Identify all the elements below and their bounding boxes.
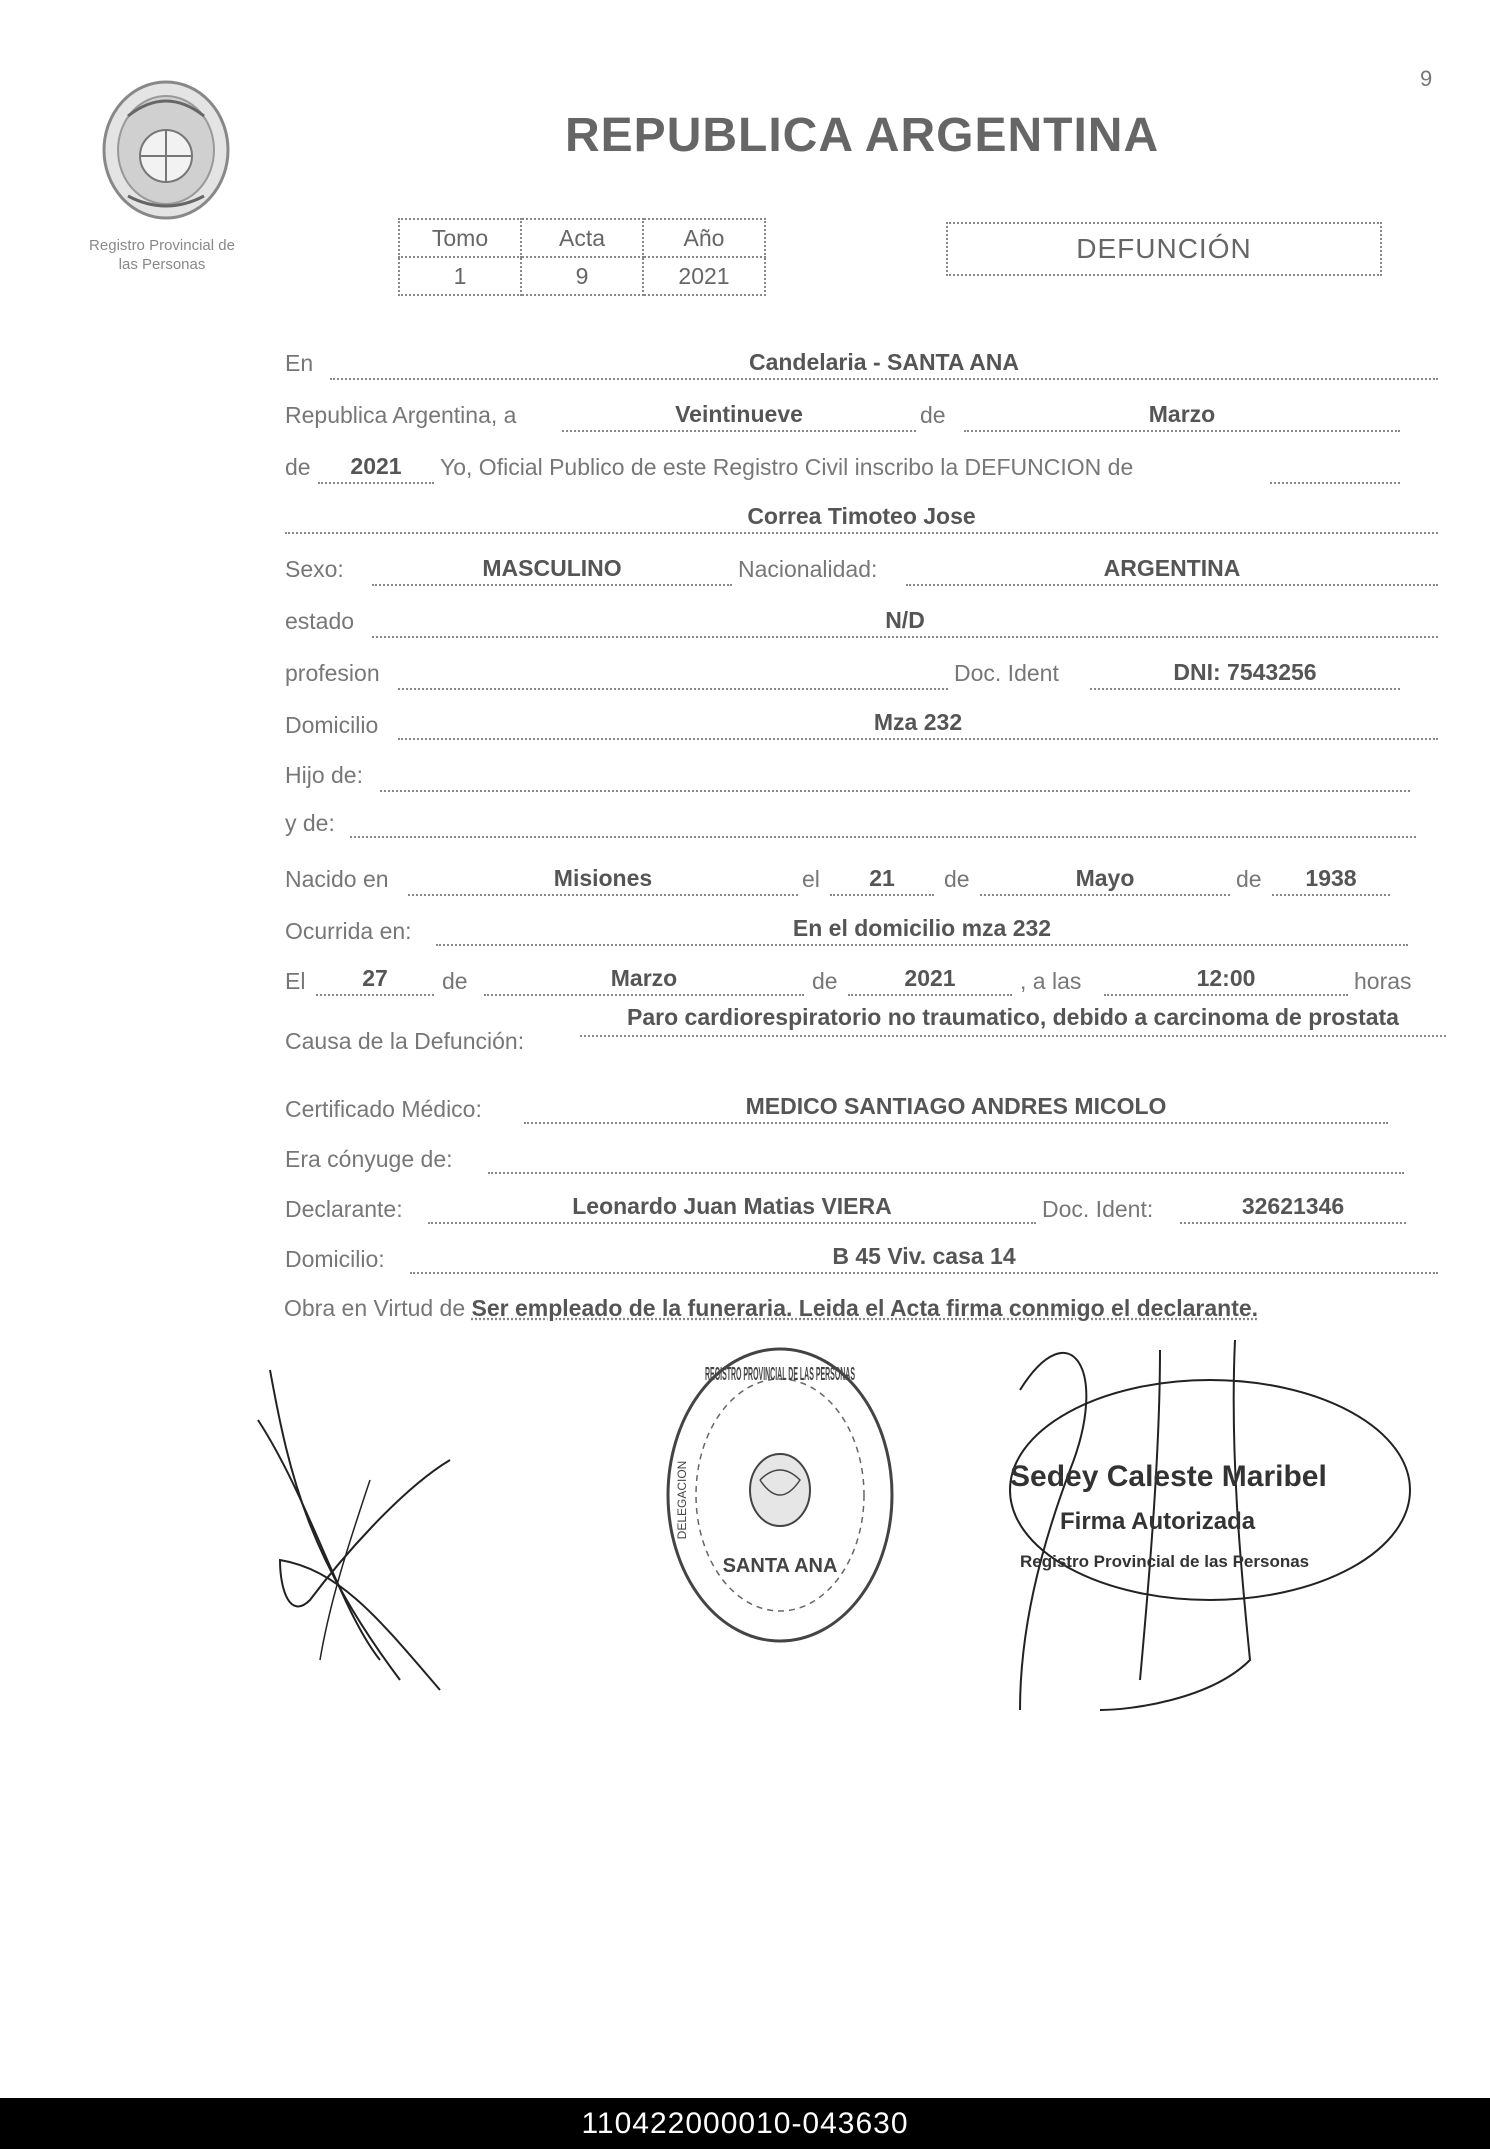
acta-value: 9 — [521, 257, 643, 295]
lugar-field: Candelaria - SANTA ANA — [330, 348, 1438, 380]
label-domicilio: Domicilio — [285, 712, 379, 738]
profesion-field — [398, 658, 948, 690]
tomo-header: Tomo — [399, 219, 521, 257]
label-nacido-en: Nacido en — [285, 866, 389, 892]
estado-field: N/D — [372, 606, 1438, 638]
fallecimiento-dia-field: 27 — [316, 964, 434, 996]
label-hijo-de: Hijo de: — [285, 762, 363, 788]
domicilio-field: Mza 232 — [398, 708, 1438, 740]
sexo-field: MASCULINO — [372, 554, 732, 586]
label-yo-oficial: Yo, Oficial Publico de este Registro Civil inscribo la DEFUNCION de — [440, 454, 1134, 480]
reference-value-row — [399, 257, 765, 295]
label-a-las: , a las — [1020, 968, 1082, 994]
label-obra: Obra en Virtud de — [284, 1295, 466, 1321]
certificado-field: MEDICO SANTIAGO ANDRES MICOLO — [524, 1092, 1388, 1124]
label-domicilio-2: Domicilio: — [285, 1246, 385, 1272]
seal-bottom-text: SANTA ANA — [722, 1555, 838, 1577]
label-causa: Causa de la Defunción: — [285, 1028, 525, 1054]
declarante-field: Leonardo Juan Matias VIERA — [428, 1192, 1036, 1224]
tomo-value: 1 — [399, 257, 521, 295]
fallecido-field: Correa Timoteo Jose — [285, 502, 1438, 534]
label-republica: Republica Argentina, a — [285, 402, 517, 428]
label-certificado: Certificado Médico: — [285, 1096, 482, 1122]
reference-table — [398, 218, 766, 296]
registry-name-line2: las Personas — [118, 256, 206, 273]
label-de-4: de — [1236, 866, 1262, 892]
nacido-en-field: Misiones — [408, 864, 798, 896]
nacido-dia-field: 21 — [830, 864, 934, 896]
reference-header-row — [399, 219, 765, 257]
anio-header: Año — [643, 219, 765, 257]
declarante-doc-field: 32621346 — [1180, 1192, 1406, 1224]
ocurrida-en-field: En el domicilio mza 232 — [436, 914, 1408, 946]
label-de-3: de — [944, 866, 970, 892]
document-title: REPUBLICA ARGENTINA — [565, 109, 1160, 162]
official-seal — [660, 1340, 900, 1650]
nacido-anio-field: 1938 — [1272, 864, 1390, 896]
y-de-field — [350, 806, 1416, 838]
declarant-signature — [250, 1360, 510, 1700]
label-el: el — [802, 866, 820, 892]
mes-inscripcion-field: Marzo — [964, 400, 1400, 432]
dni-field: DNI: 7543256 — [1090, 658, 1400, 690]
label-estado: estado — [285, 608, 355, 634]
label-de-2: de — [285, 454, 311, 480]
fallecido-leader-dots — [1270, 480, 1400, 484]
label-doc-ident: Doc. Ident — [954, 660, 1059, 686]
authorized-name: Sedey Caleste Maribel — [1010, 1460, 1327, 1493]
nacido-mes-field: Mayo — [980, 864, 1230, 896]
anio-inscripcion-field: 2021 — [318, 452, 434, 484]
conyuge-field — [488, 1142, 1404, 1174]
label-conyuge: Era cónyuge de: — [285, 1146, 453, 1172]
registry-name-line1: Registro Provincial de — [89, 237, 235, 254]
page-number: 9 — [1420, 66, 1433, 91]
label-nacionalidad: Nacionalidad: — [738, 556, 878, 582]
dia-inscripcion-field: Veintinueve — [562, 400, 916, 432]
label-en: En — [285, 350, 314, 376]
declarante-domicilio-field: B 45 Viv. casa 14 — [410, 1242, 1438, 1274]
label-doc-ident-2: Doc. Ident: — [1042, 1196, 1154, 1222]
label-ocurrida-en: Ocurrida en: — [285, 918, 412, 944]
seal-top-text: REGISTRO PROVINCIAL DE LAS PERSONAS — [705, 1364, 855, 1384]
causa-field: Paro cardiorespiratorio no traumatico, debido a carcinoma de prostata — [580, 1000, 1446, 1037]
authorized-title: Firma Autorizada — [1060, 1508, 1256, 1535]
fallecimiento-anio-field: 2021 — [848, 964, 1012, 996]
label-de-5: de — [442, 968, 468, 994]
document-id-footer: 110422000010-043630 — [0, 2098, 1490, 2149]
registry-name — [62, 236, 262, 274]
label-declarante: Declarante: — [285, 1196, 403, 1222]
label-el-cap: El — [285, 968, 306, 994]
hora-field: 12:00 — [1104, 964, 1348, 996]
label-horas: horas — [1354, 968, 1412, 994]
seal-side-text: DELEGACION — [675, 1460, 689, 1540]
hijo-de-field — [380, 760, 1410, 792]
label-de-1: de — [920, 402, 946, 428]
anio-value: 2021 — [643, 257, 765, 295]
label-sexo: Sexo: — [285, 556, 344, 582]
label-profesion: profesion — [285, 660, 380, 686]
provincial-crest-logo — [98, 76, 234, 224]
nacionalidad-field: ARGENTINA — [906, 554, 1438, 586]
fallecimiento-mes-field: Marzo — [484, 964, 804, 996]
obra-en-virtud-paragraph — [284, 1290, 1434, 1326]
label-de-6: de — [812, 968, 838, 994]
label-y-de: y de: — [285, 810, 335, 836]
obra-en-virtud-field: Ser empleado de la funeraria. Leida el Acta firma conmigo el declarante. — [471, 1295, 1259, 1321]
authorized-registry: Registro Provincial de las Personas — [1020, 1552, 1310, 1571]
acta-header: Acta — [521, 219, 643, 257]
document-type-box: DEFUNCIÓN — [946, 222, 1382, 276]
